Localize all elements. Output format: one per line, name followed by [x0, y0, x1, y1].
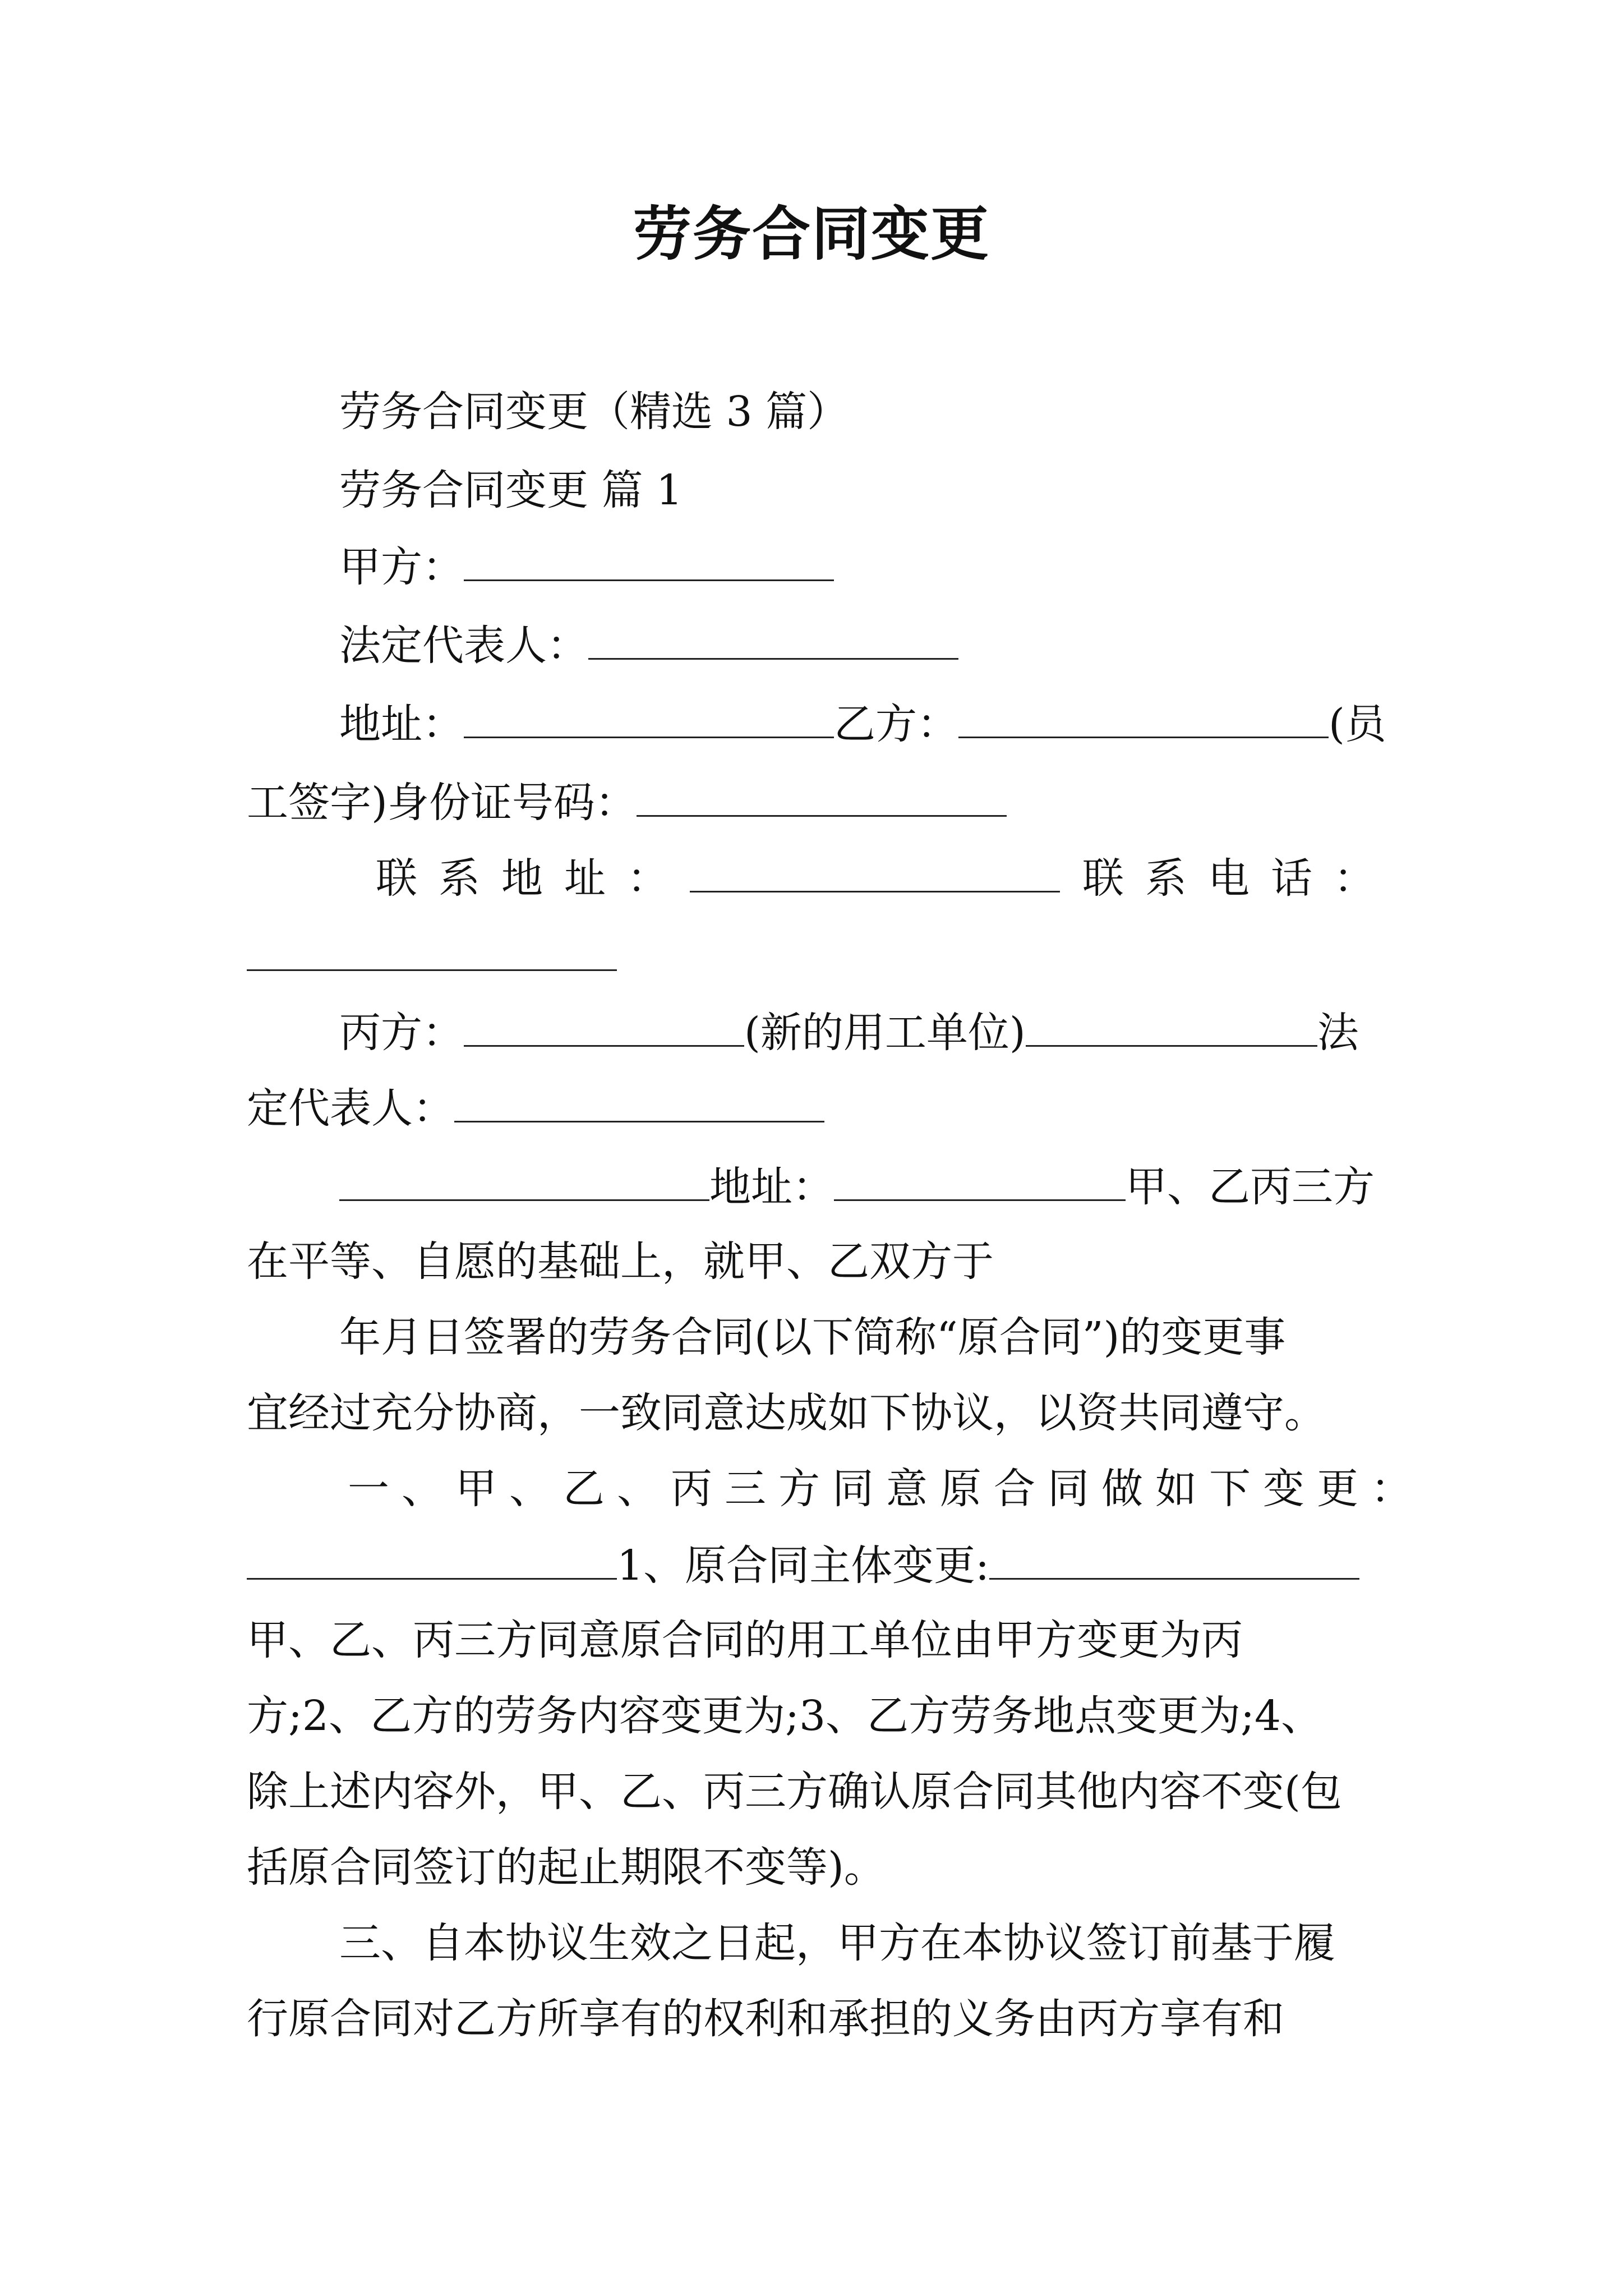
address-blank — [464, 698, 834, 738]
three-parties-text: 甲、乙丙三方 — [1126, 1163, 1375, 1211]
party-c-address-blank — [834, 1161, 1126, 1201]
contact-phone-label: 联系电话： — [1082, 854, 1396, 903]
paragraph-line: 年月日签署的劳务合同(以下简称“原合同”)的变更事 — [339, 1313, 1286, 1361]
party-c-address-label: 地址： — [709, 1163, 834, 1211]
party-c-blank — [464, 1007, 744, 1047]
section-one-heading: 一、甲、乙、丙三方同意原合同做如下变更： — [348, 1465, 1424, 1513]
heading-part-1: 劳务合同变更 篇 1 — [339, 466, 683, 514]
new-employer-text: (新的用工单位) — [744, 1009, 1026, 1057]
party-c-line — [339, 1007, 1359, 1058]
legal-rep-label: 法定代表人： — [339, 622, 588, 670]
id-number-blank — [637, 777, 1007, 817]
contact-phone-blank — [247, 931, 617, 971]
party-a-line — [339, 541, 834, 592]
paragraph-line: 括原合同签订的起止期限不变等)。 — [247, 1843, 886, 1892]
party-c-address-line — [339, 1161, 1375, 1212]
party-c-pre-address-blank — [339, 1161, 709, 1201]
subject-change-pre-blank — [247, 1540, 617, 1580]
party-c-legal-rep-line — [247, 1083, 824, 1134]
party-c-legal-rep-label: 定代表人： — [247, 1084, 454, 1133]
party-c-extra-blank — [1026, 1007, 1317, 1047]
employee-sign-open: (员 — [1329, 700, 1386, 748]
contact-address-label: 联系地址： — [376, 854, 690, 903]
party-a-blank — [464, 541, 834, 581]
address-label: 地址： — [339, 700, 464, 748]
legal-rep-prefix: 法 — [1317, 1009, 1359, 1057]
legal-rep-blank — [588, 620, 958, 660]
contact-phone-blank-line — [247, 931, 617, 982]
subject-change-blank — [989, 1540, 1359, 1580]
address-party-b-line — [339, 698, 1386, 749]
paragraph-line: 甲、乙、丙三方同意原合同的用工单位由甲方变更为丙 — [247, 1616, 1243, 1664]
paragraph-line: 三、自本协议生效之日起，甲方在本协议签订前基于履 — [339, 1919, 1335, 1967]
party-a-label: 甲方： — [339, 543, 464, 591]
paragraph-line: 方;2、乙方的劳务内容变更为;3、乙方劳务地点变更为;4、 — [247, 1692, 1323, 1740]
party-c-label: 丙方： — [339, 1009, 464, 1057]
party-c-legal-rep-blank — [454, 1083, 824, 1122]
party-b-label: 乙方： — [834, 700, 958, 748]
document-title: 劳务合同变更 — [633, 199, 990, 268]
id-number-label: 工签字)身份证号码： — [247, 779, 637, 827]
subject-change-label: 1、原合同主体变更: — [617, 1542, 990, 1590]
contact-line — [376, 853, 1396, 904]
id-number-line — [247, 777, 1007, 828]
subject-change-line — [247, 1540, 1359, 1591]
party-b-blank — [958, 698, 1329, 738]
legal-rep-line — [339, 620, 958, 671]
paragraph-line: 在平等、自愿的基础上，就甲、乙双方于 — [247, 1237, 994, 1286]
heading-selection: 劳务合同变更（精选 3 篇） — [339, 388, 849, 436]
paragraph-line: 宜经过充分协商，一致同意达成如下协议，以资共同遵守。 — [247, 1389, 1326, 1437]
paragraph-line: 行原合同对乙方所享有的权利和承担的义务由丙方享有和 — [247, 1995, 1284, 2043]
paragraph-line: 除上述内容外，甲、乙、丙三方确认原合同其他内容不变(包 — [247, 1768, 1342, 1816]
contact-address-blank — [690, 853, 1060, 892]
